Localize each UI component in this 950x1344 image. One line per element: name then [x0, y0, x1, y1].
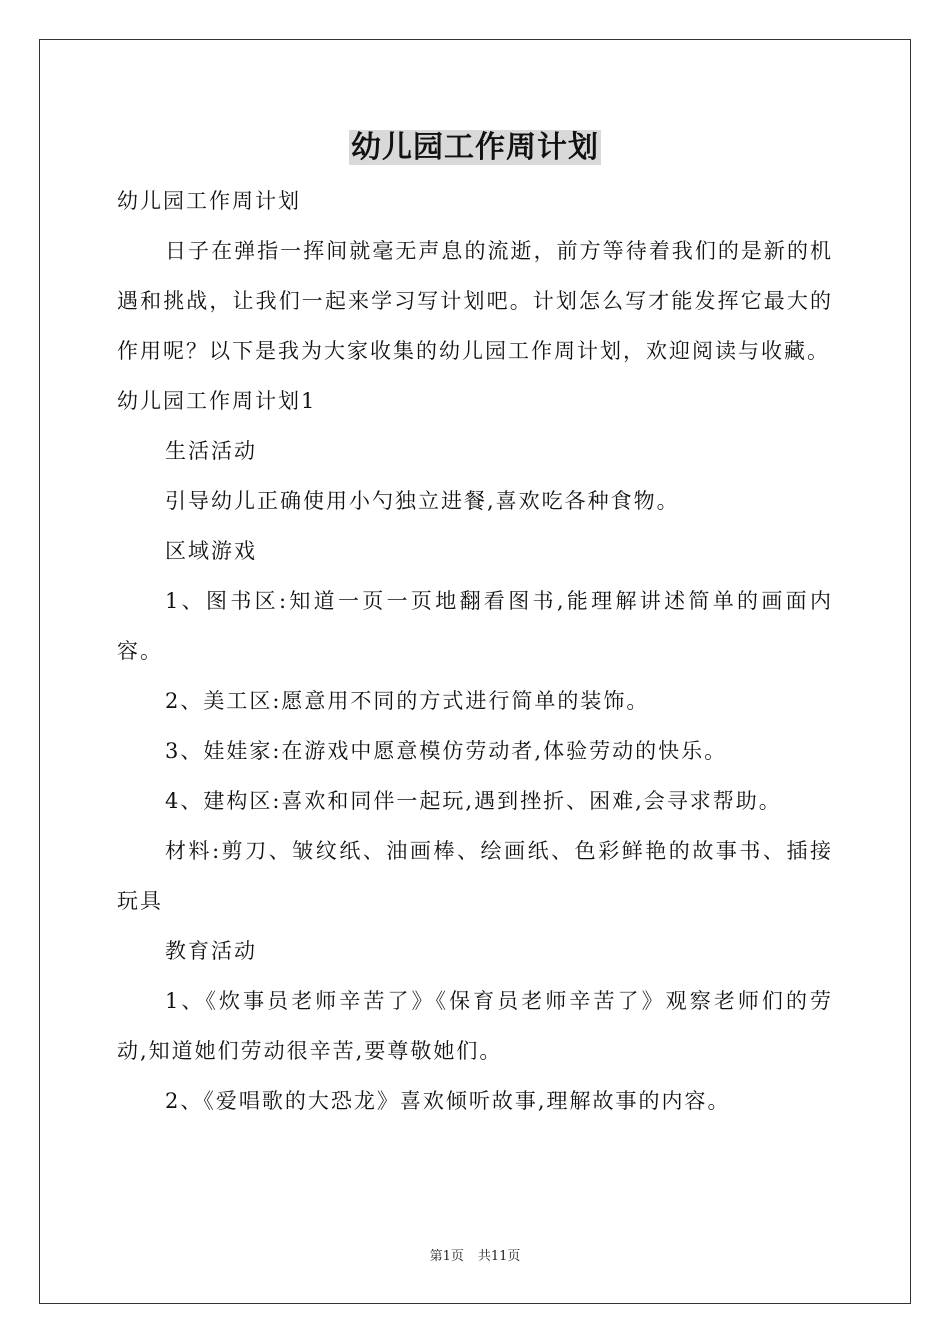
page-number: 第1页 — [429, 1249, 464, 1264]
subtitle: 幼儿园工作周计划 — [117, 189, 301, 213]
paragraph-materials: 材料:剪刀、皱纹纸、油画棒、绘画纸、色彩鲜艳的故事书、插接玩具 — [117, 839, 833, 913]
paragraph-life-activity: 引导幼儿正确使用小勺独立进餐,喜欢吃各种食物。 — [165, 489, 680, 513]
subheading-area-games: 区域游戏 — [165, 539, 257, 563]
document-title-text: 幼儿园工作周计划 — [351, 130, 599, 165]
document-title — [0, 126, 950, 170]
list-item-education-1: 1、《炊事员老师辛苦了》《保育员老师辛苦了》观察老师们的劳动,知道她们劳动很辛苦,要尊敬她们。 — [117, 989, 833, 1063]
intro-paragraph: 日子在弹指一挥间就毫无声息的流逝，前方等待着我们的是新的机遇和挑战，让我们一起来学习写计划吧。计划怎么写才能发挥它最大的作用呢？以下是我为大家收集的幼儿园工作周计划，欢迎阅读与收藏。 — [117, 239, 833, 363]
list-item-library-area: 1、图书区:知道一页一页地翻看图书,能理解讲述简单的画面内容。 — [117, 589, 833, 663]
page-total: 共11页 — [477, 1249, 521, 1264]
list-item-building-area: 4、建构区:喜欢和同伴一起玩,遇到挫折、困难,会寻求帮助。 — [165, 789, 782, 813]
list-item-art-area: 2、美工区:愿意用不同的方式进行简单的装饰。 — [165, 689, 650, 713]
list-item-doll-house: 3、娃娃家:在游戏中愿意模仿劳动者,体验劳动的快乐。 — [165, 739, 728, 763]
section-heading: 幼儿园工作周计划1 — [117, 389, 317, 413]
subheading-life-activity: 生活活动 — [165, 439, 257, 463]
list-item-education-2: 2、《爱唱歌的大恐龙》喜欢倾听故事,理解故事的内容。 — [165, 1089, 731, 1113]
document-body — [117, 176, 833, 1126]
page-footer — [0, 1248, 950, 1266]
subheading-education-activity: 教育活动 — [165, 939, 257, 963]
